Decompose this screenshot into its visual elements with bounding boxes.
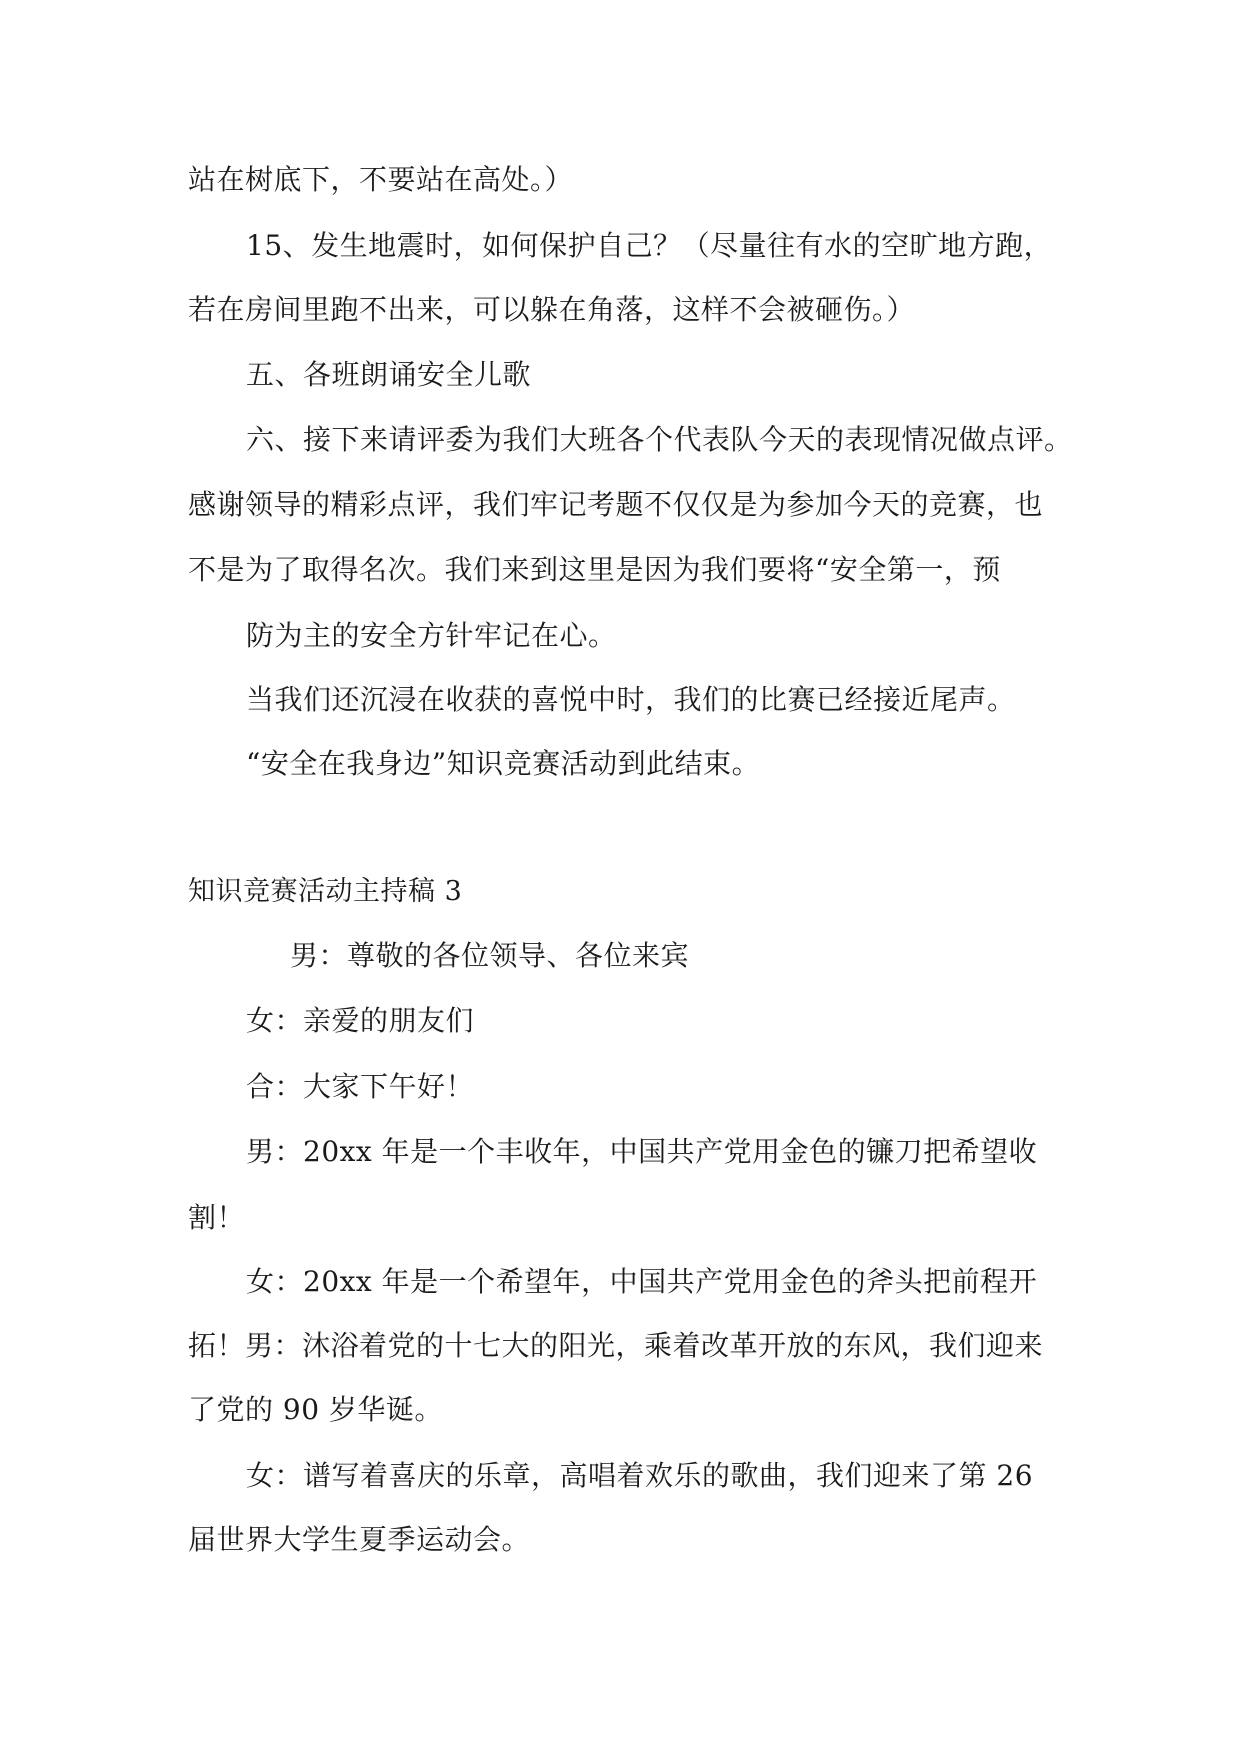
text-line: “安全在我身边”知识竞赛活动到此结束。 [246,747,761,780]
text-line: 感谢领导的精彩点评，我们牢记考题不仅仅是为参加今天的竞赛，也 [188,488,1044,521]
section-heading: 知识竞赛活动主持稿 3 [188,876,463,907]
text-line: 防为主的安全方针牢记在心。 [246,619,617,652]
text-line: 男：尊敬的各位领导、各位来宾 [290,939,690,972]
text-line: 割！ [188,1201,246,1234]
text-line: 男：20xx 年是一个丰收年，中国共产党用金色的镰刀把希望收 [246,1135,1038,1168]
text-line: 拓！男：沐浴着党的十七大的阳光，乘着改革开放的东风，我们迎来 [188,1329,1044,1362]
text-line: 女：谱写着喜庆的乐章，高唱着欢乐的歌曲，我们迎来了第 26 [246,1459,1034,1492]
text-line: 了党的 90 岁华诞。 [188,1393,443,1426]
text-line: 女：20xx 年是一个希望年，中国共产党用金色的斧头把前程开 [246,1265,1038,1298]
text-line: 届世界大学生夏季运动会。 [188,1523,531,1556]
text-line: 15、发生地震时，如何保护自己？（尽量往有水的空旷地方跑， [246,229,1053,262]
text-line: 当我们还沉浸在收获的喜悦中时，我们的比赛已经接近尾声。 [246,683,1016,716]
text-line: 五、各班朗诵安全儿歌 [246,358,532,391]
text-line: 女：亲爱的朋友们 [246,1004,475,1037]
text-line: 合：大家下午好！ [246,1070,475,1103]
text-line: 站在树底下，不要站在高处。） [188,163,574,196]
text-line: 不是为了取得名次。我们来到这里是因为我们要将“安全第一，预 [188,553,1001,586]
text-line: 若在房间里跑不出来，可以躲在角落，这样不会被砸伤。） [188,293,916,326]
text-line: 六、接下来请评委为我们大班各个代表队今天的表现情况做点评。 [246,423,1073,456]
